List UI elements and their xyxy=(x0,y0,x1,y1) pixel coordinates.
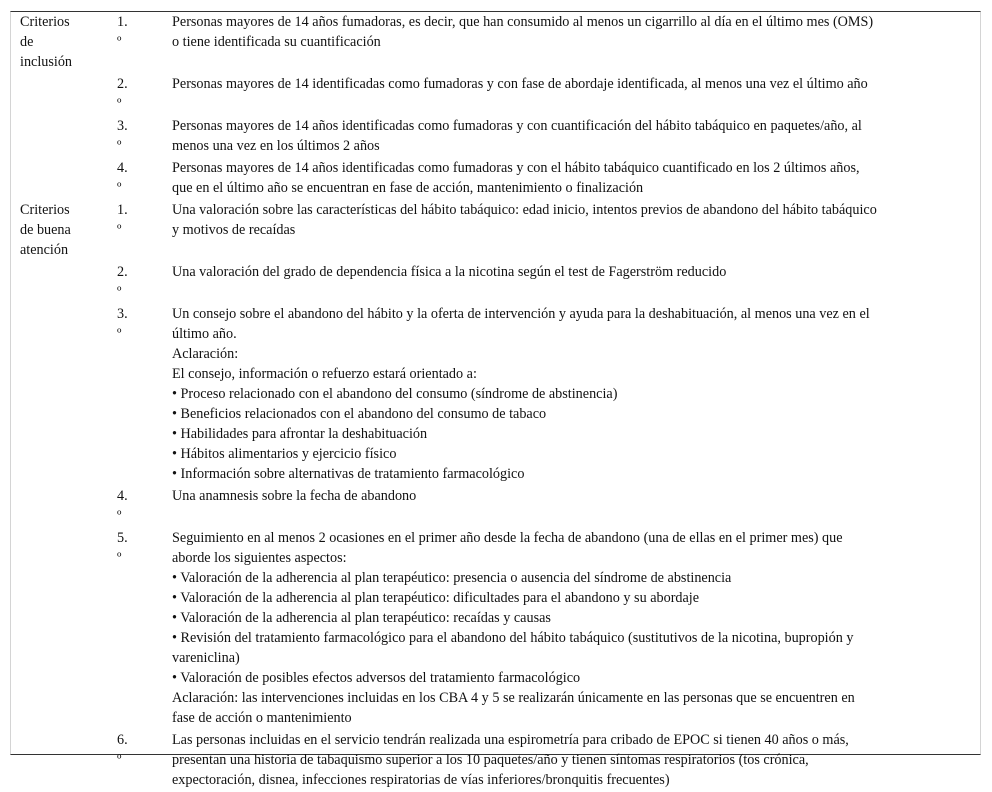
item-text-line: • Habilidades para afrontar la deshabituación xyxy=(172,426,428,442)
item-number: 3. xyxy=(117,118,128,134)
item-text-cell xyxy=(172,116,980,158)
item-text-cell xyxy=(172,74,980,116)
section-label: Criterios xyxy=(20,14,70,30)
item-text-line: • Revisión del tratamiento farmacológico para el abandono del hábito tabáquico (sustitutivos de la nicotina, bupropión y xyxy=(172,630,854,646)
item-text-line: • Valoración de la adherencia al plan terapéutico: dificultades para el abandono y su abordaje xyxy=(172,590,700,606)
item-text-line: presentan una historia de tabaquismo superior a los 10 paquetes/año y tienen síntomas respiratorios (tos crónica, xyxy=(172,752,809,768)
item-number-cell xyxy=(117,262,172,304)
item-ordinal-mark: º xyxy=(117,222,122,238)
item-text-line: menos una vez en los últimos 2 años xyxy=(172,138,380,154)
section-label-cell xyxy=(11,304,117,486)
item-number: 5. xyxy=(117,530,128,546)
section-label-cell xyxy=(11,262,117,304)
item-text-cell xyxy=(172,262,980,304)
item-text-line: vareniclina) xyxy=(172,650,240,666)
item-text-cell xyxy=(172,304,980,486)
section-label-cell xyxy=(11,116,117,158)
item-text-cell xyxy=(172,528,980,730)
criteria-table-frame xyxy=(10,11,981,788)
item-text-line: • Proceso relacionado con el abandono del consumo (síndrome de abstinencia) xyxy=(172,386,618,402)
item-text-line: Una valoración del grado de dependencia física a la nicotina según el test de Fagerström reducido xyxy=(172,264,727,280)
item-number-cell xyxy=(117,116,172,158)
criteria-row xyxy=(11,158,980,200)
item-ordinal-mark: º xyxy=(117,34,122,50)
item-text-line: que en el último año se encuentran en fase de acción, mantenimiento o finalización xyxy=(172,180,644,196)
item-text-line: El consejo, información o refuerzo estará orientado a: xyxy=(172,366,477,382)
item-number-cell xyxy=(117,12,172,74)
criteria-table xyxy=(11,12,980,792)
item-text-line: expectoración, disnea, infecciones respiratorias de vías inferiores/bronquitis frecuentes) xyxy=(172,772,670,788)
item-number-cell xyxy=(117,158,172,200)
criteria-row xyxy=(11,116,980,158)
criteria-row xyxy=(11,74,980,116)
item-text-cell xyxy=(172,200,980,262)
criteria-row xyxy=(11,262,980,304)
item-text-cell xyxy=(172,12,980,74)
item-text-line: aborde los siguientes aspectos: xyxy=(172,550,347,566)
section-label-cell xyxy=(11,200,117,262)
section-label-cell xyxy=(11,12,117,74)
item-text-line: Personas mayores de 14 años fumadoras, es decir, que han consumido al menos un cigarrillo al día en el último mes (OMS) xyxy=(172,14,874,30)
item-number: 2. xyxy=(117,76,128,92)
item-text-line: Personas mayores de 14 años identificadas como fumadoras y con cuantificación del hábito tabáquico en paquetes/año, al xyxy=(172,118,862,134)
criteria-row xyxy=(11,304,980,486)
item-number: 4. xyxy=(117,488,128,504)
item-number-cell xyxy=(117,486,172,528)
section-label-cell xyxy=(11,528,117,730)
item-text-line: Personas mayores de 14 identificadas como fumadoras y con fase de abordaje identificada, al menos una vez el último año xyxy=(172,76,868,92)
section-label-cell xyxy=(11,730,117,792)
item-ordinal-mark: º xyxy=(117,550,122,566)
section-label-cell xyxy=(11,74,117,116)
item-text-line: Un consejo sobre el abandono del hábito y la oferta de intervención y ayuda para la deshabituación, al menos una vez en el xyxy=(172,306,870,322)
item-number: 1. xyxy=(117,14,128,30)
section-label: de xyxy=(20,34,34,50)
item-text-line: Aclaración: xyxy=(172,346,239,362)
item-text-line: Una anamnesis sobre la fecha de abandono xyxy=(172,488,417,504)
item-text-line: Las personas incluidas en el servicio tendrán realizada una espirometría para cribado de EPOC si tienen 40 años o más, xyxy=(172,732,849,748)
section-label-cell xyxy=(11,486,117,528)
item-text-cell xyxy=(172,486,980,528)
item-ordinal-mark: º xyxy=(117,180,122,196)
item-text-line: y motivos de recaídas xyxy=(172,222,296,238)
item-ordinal-mark: º xyxy=(117,508,122,524)
item-text-line: Seguimiento en al menos 2 ocasiones en el primer año desde la fecha de abandono (una de ellas en el primer mes) que xyxy=(172,530,843,546)
item-number: 2. xyxy=(117,264,128,280)
item-ordinal-mark: º xyxy=(117,326,122,342)
item-text-line: • Valoración de la adherencia al plan terapéutico: recaídas y causas xyxy=(172,610,551,626)
item-number: 3. xyxy=(117,306,128,322)
criteria-row xyxy=(11,528,980,730)
item-number-cell xyxy=(117,304,172,486)
item-number-cell xyxy=(117,730,172,792)
item-ordinal-mark: º xyxy=(117,284,122,300)
section-label: atención xyxy=(20,242,69,258)
item-ordinal-mark: º xyxy=(117,752,122,768)
item-ordinal-mark: º xyxy=(117,96,122,112)
criteria-table-body xyxy=(11,12,980,792)
item-text-line: fase de acción o mantenimiento xyxy=(172,710,352,726)
item-number-cell xyxy=(117,528,172,730)
item-text-line: • Beneficios relacionados con el abandono del consumo de tabaco xyxy=(172,406,547,422)
section-label: Criterios xyxy=(20,202,70,218)
item-text-line: • Valoración de posibles efectos adversos del tratamiento farmacológico xyxy=(172,670,581,686)
criteria-row xyxy=(11,200,980,262)
item-text-cell xyxy=(172,730,980,792)
item-text-line: • Información sobre alternativas de tratamiento farmacológico xyxy=(172,466,525,482)
item-text-line: • Valoración de la adherencia al plan terapéutico: presencia o ausencia del síndrome de abstinencia xyxy=(172,570,732,586)
item-text-line: Aclaración: las intervenciones incluidas en los CBA 4 y 5 se realizarán únicamente en las personas que se encuentren en xyxy=(172,690,855,706)
item-number: 4. xyxy=(117,160,128,176)
criteria-row xyxy=(11,12,980,74)
criteria-row xyxy=(11,486,980,528)
item-number-cell xyxy=(117,74,172,116)
item-number: 1. xyxy=(117,202,128,218)
item-text-line: o tiene identificada su cuantificación xyxy=(172,34,381,50)
section-label-cell xyxy=(11,158,117,200)
item-ordinal-mark: º xyxy=(117,138,122,154)
item-text-line: último año. xyxy=(172,326,237,342)
item-number: 6. xyxy=(117,732,128,748)
item-text-line: Personas mayores de 14 años identificadas como fumadoras y con el hábito tabáquico cuantificado en los 2 últimos años, xyxy=(172,160,860,176)
section-label: de buena xyxy=(20,222,71,238)
item-number-cell xyxy=(117,200,172,262)
item-text-line: • Hábitos alimentarios y ejercicio físico xyxy=(172,446,397,462)
section-label: inclusión xyxy=(20,54,73,70)
criteria-row xyxy=(11,730,980,792)
item-text-line: Una valoración sobre las características del hábito tabáquico: edad inicio, intentos previos de abandono del hábito tabáquico xyxy=(172,202,877,218)
item-text-cell xyxy=(172,158,980,200)
